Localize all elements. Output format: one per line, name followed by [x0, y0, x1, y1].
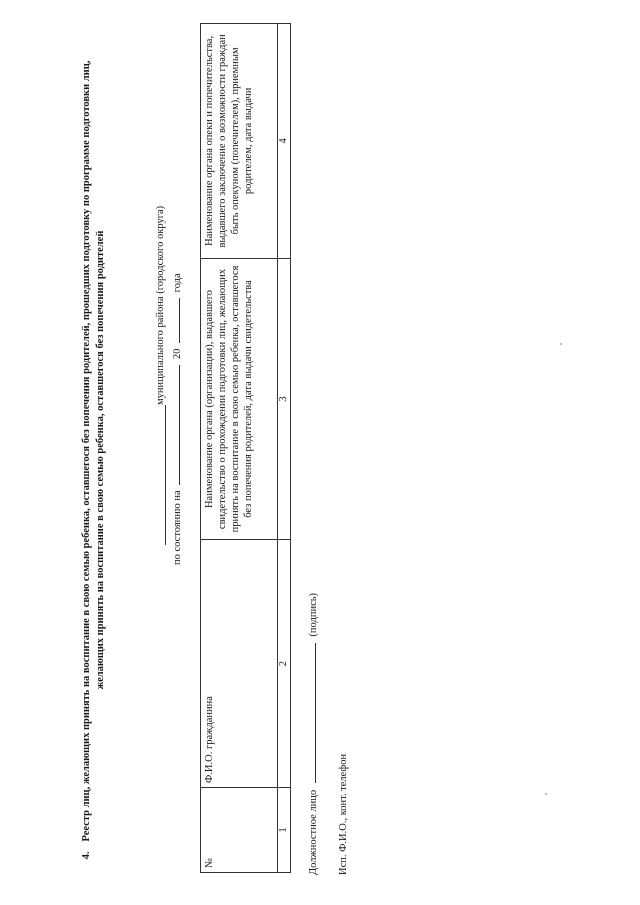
- municipality-label: муниципального района (городского округа): [155, 205, 166, 405]
- heading-number: 4.: [81, 851, 92, 860]
- register-table: [200, 23, 291, 873]
- column-number-1: 1: [278, 788, 291, 873]
- table-header-row: [201, 24, 278, 873]
- municipality-line: [155, 145, 166, 545]
- register-heading: [80, 45, 108, 875]
- year-suffix: года: [172, 273, 183, 293]
- executor-line: Исп. Ф.И.О., конт. телефон: [338, 753, 349, 875]
- scan-speck: [545, 793, 547, 795]
- column-header-number: №: [201, 788, 278, 873]
- column-header-certificate: Наименование органа (организации), выдавшего свидетельство о прохождении подготовки лиц, желающих принять на воспитание в свою семью ребенка, оставшегося без попечения родителей, дата выдачи свидетельства: [201, 258, 278, 540]
- date-blank: [179, 365, 180, 485]
- signature-label: (подпись): [308, 592, 319, 637]
- signature-line: [308, 593, 319, 875]
- column-header-guardianship: Наименование органа опеки и попечительства, выдавшего заключение о возможности граждан быть опекуном (попечителем), приемным родителем, дата выдачи: [201, 24, 278, 259]
- column-number-4: 4: [278, 24, 291, 259]
- column-header-fio: Ф.И.О. гражданина: [201, 540, 278, 788]
- signature-blank: [315, 643, 316, 783]
- year-blank: [179, 298, 180, 343]
- heading-text: Реестр лиц, желающих принять на воспитание в свою семью ребенка, оставшегося без попечения родителей, прошедших подготовку по программе подготовки лиц, желающих принять на воспитание в свою семью ребенка, оставшегося без попечения родителей: [81, 60, 106, 842]
- as-of-line: [172, 145, 183, 565]
- year-prefix: 20: [172, 348, 183, 360]
- table-column-numbers-row: [278, 24, 291, 873]
- municipality-blank: [165, 405, 166, 545]
- official-label: Должностное лицо: [308, 789, 319, 875]
- as-of-label: по состоянию на: [172, 490, 183, 565]
- scan-speck: [560, 343, 562, 345]
- column-number-2: 2: [278, 540, 291, 788]
- column-number-3: 3: [278, 258, 291, 540]
